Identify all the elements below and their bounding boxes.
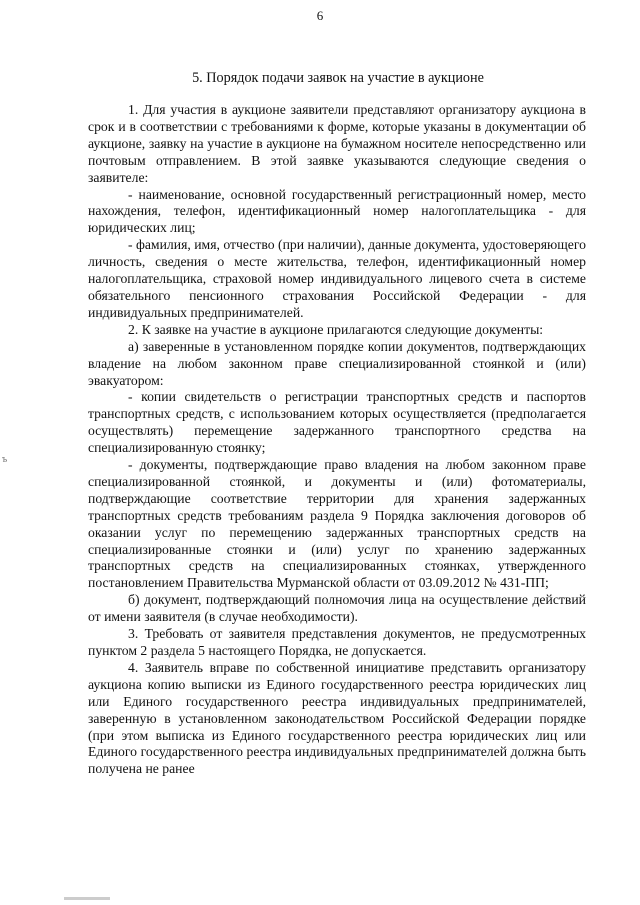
- paragraph-2b: б) документ, подтверждающий полномочия лица на осуществление действий от имени заявителя (в случае необходимости).: [88, 592, 586, 625]
- paragraph-2: 2. К заявке на участие в аукционе прилагаются следующие документы:: [128, 321, 544, 337]
- document-body: [88, 102, 586, 778]
- paragraph-4: 4. Заявитель вправе по собственной инициативе представить организатору аукциона копию выписки из Единого государственного реестра юридических лиц или Единого государственного реестра индивидуальных предпринимателей, заверенную в установленном законодательством Российской Федерации порядке (при этом выписка из Единого государственного реестра юридических лиц или Единого государственного реестра индивидуальных предпринимателей должна быть получена не ранее: [88, 659, 586, 777]
- paragraph-vehicle-documents: - копии свидетельств о регистрации транспортных средств и паспортов транспортных средств, с использованием которых осуществляется (предполагается осуществлять) перемещение задержанного транспортного средства на специализированную стоянку;: [88, 389, 586, 456]
- paragraph-ownership-documents: - документы, подтверждающие право владения на любом законном праве специализированной стоянкой, и документы и (или) фотоматериалы, подтверждающие соответствие территории для хранения задержанных транспортных средств требованиям раздела 9 Порядка заключения договоров об оказании услуг по перемещению задержанных транспортных средств на специализированные стоянки и (или) услуг по хранению задержанных транспортных средств на специализированных стоянках, утвержденного постановлением Правительства Мурманской области от 03.09.2012 № 431-ПП;: [88, 457, 586, 591]
- paragraph-1: 1. Для участия в аукционе заявители представляют организатору аукциона в срок и в соответствии с требованиями к форме, которые указаны в документации об аукционе, заявку на участие в аукционе на бумажном носителе непосредственно или почтовым отправлением. В этой заявке указываются следующие сведения о заявителе:: [88, 102, 586, 185]
- page-number: 6: [316, 8, 324, 23]
- section-title: 5. Порядок подачи заявок на участие в аукционе: [192, 70, 484, 86]
- paragraph-legal-entities: - наименование, основной государственный регистрационный номер, место нахождения, телефон, идентификационный номер налогоплательщика - для юридических лиц;: [88, 186, 586, 236]
- paragraph-2a: а) заверенные в установленном порядке копии документов, подтверждающих владение на любом законном праве специализированной стоянкой и (или) эвакуатором:: [88, 338, 586, 388]
- paragraph-3: 3. Требовать от заявителя представления документов, не предусмотренных пунктом 2 раздела 5 настоящего Порядка, не допускается.: [88, 626, 586, 658]
- footer-scan-mark: [64, 897, 110, 900]
- paragraph-individual-entrepreneurs: - фамилия, имя, отчество (при наличии), данные документа, удостоверяющего личность, сведения о месте жительства, телефон, идентификационный номер налогоплательщика, страховой номер индивидуального лицевого счета в системе обязательного пенсионного страхования Российской Федерации - для индивидуальных предпринимателей.: [88, 237, 586, 320]
- margin-mark: ъ: [2, 454, 8, 465]
